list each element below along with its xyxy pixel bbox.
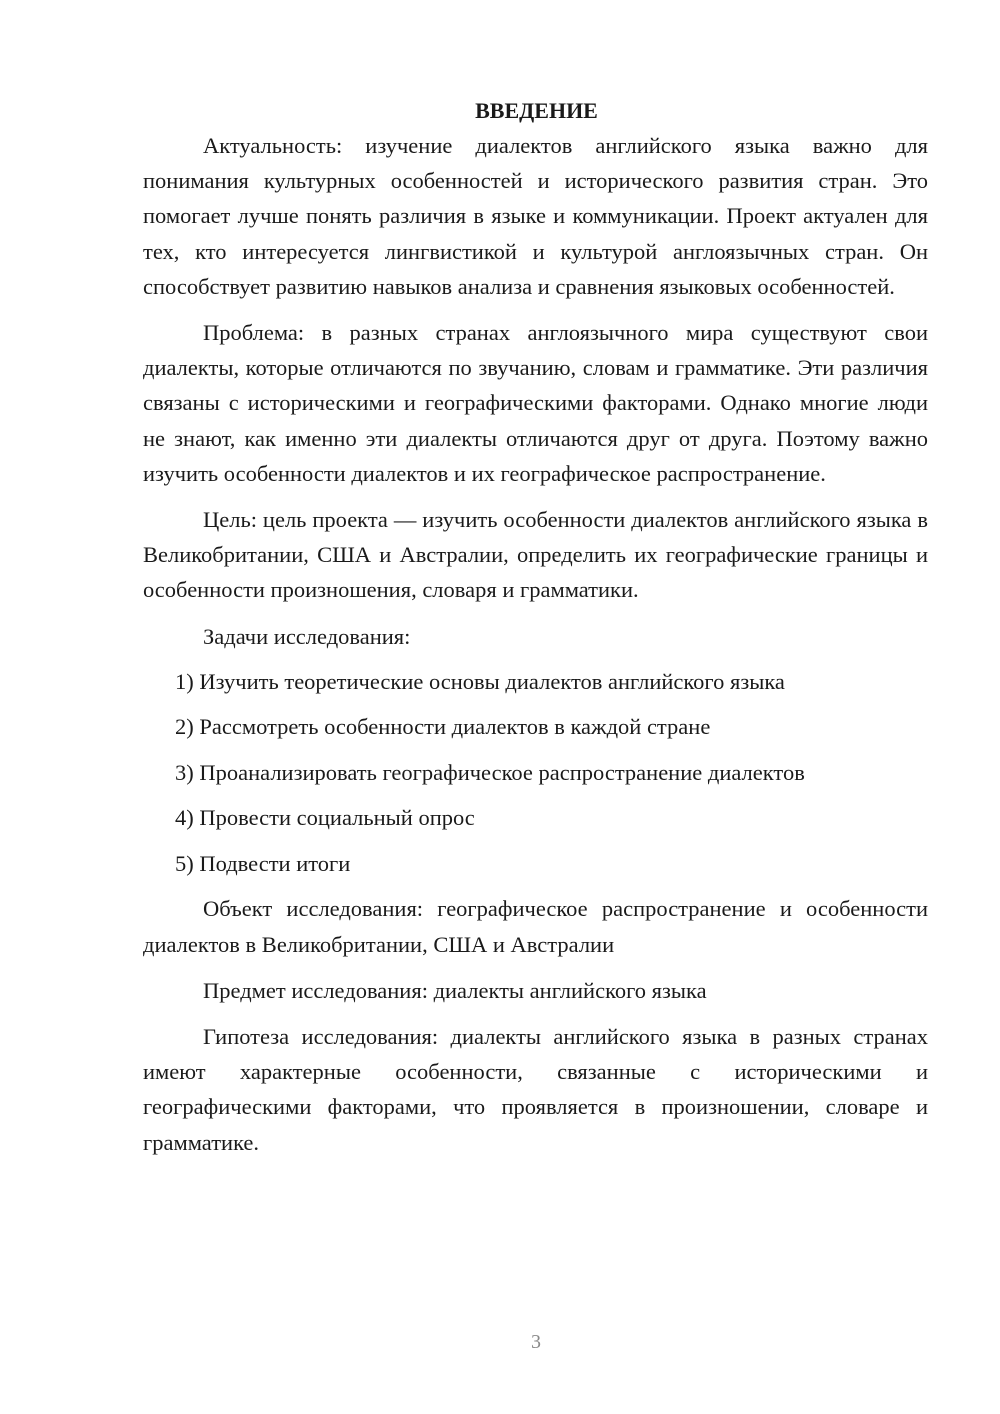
- paragraph-goal: Цель: цель проекта — изучить особенности диалектов английского языка в Великобритании, США и Австралии, определить их географические границы и особенности произношения, словаря и грамматики.: [143, 507, 928, 603]
- list-item: 3) Проанализировать географическое распространение диалектов: [175, 759, 805, 785]
- paragraph-hypothesis: Гипотеза исследования: диалекты английского языка в разных странах имеют характерные особенности, связанные с историческими и географическими факторами, что проявляется в произношении, словаре и грамматике.: [143, 1023, 928, 1155]
- list-item: 2) Рассмотреть особенности диалектов в каждой стране: [175, 714, 711, 740]
- tasks-list: [143, 664, 928, 881]
- page-number: 3: [531, 1331, 541, 1353]
- tasks-heading: Задачи исследования:: [203, 623, 411, 649]
- paragraph-relevance: Актуальность: изучение диалектов английского языка важно для понимания культурных особенностей и исторического развития стран. Это помогает лучше понять различия в языке и коммуникации. Проект актуален для тех, кто интересуется лингвистикой и культурой англоязычных стран. Он способствует развитию навыков анализа и сравнения языковых особенностей.: [143, 133, 928, 299]
- document-page: [143, 93, 928, 1171]
- list-item: 5) Подвести итоги: [175, 850, 351, 876]
- section-title: ВВЕДЕНИЕ: [475, 98, 598, 123]
- list-item: 1) Изучить теоретические основы диалектов английского языка: [175, 668, 785, 694]
- paragraph-object: Объект исследования: географическое распространение и особенности диалектов в Великобритании, США и Австралии: [143, 896, 928, 957]
- list-item: 4) Провести социальный опрос: [175, 805, 475, 831]
- paragraph-problem: Проблема: в разных странах англоязычного мира существуют свои диалекты, которые отличаются по звучанию, словам и грамматике. Эти различия связаны с историческими и географическими факторами. Однако многие люди не знают, как именно эти диалекты отличаются друг от друга. Поэтому важно изучить особенности диалектов и их географическое распространение.: [143, 320, 928, 486]
- paragraph-subject: Предмет исследования: диалекты английского языка: [203, 977, 707, 1003]
